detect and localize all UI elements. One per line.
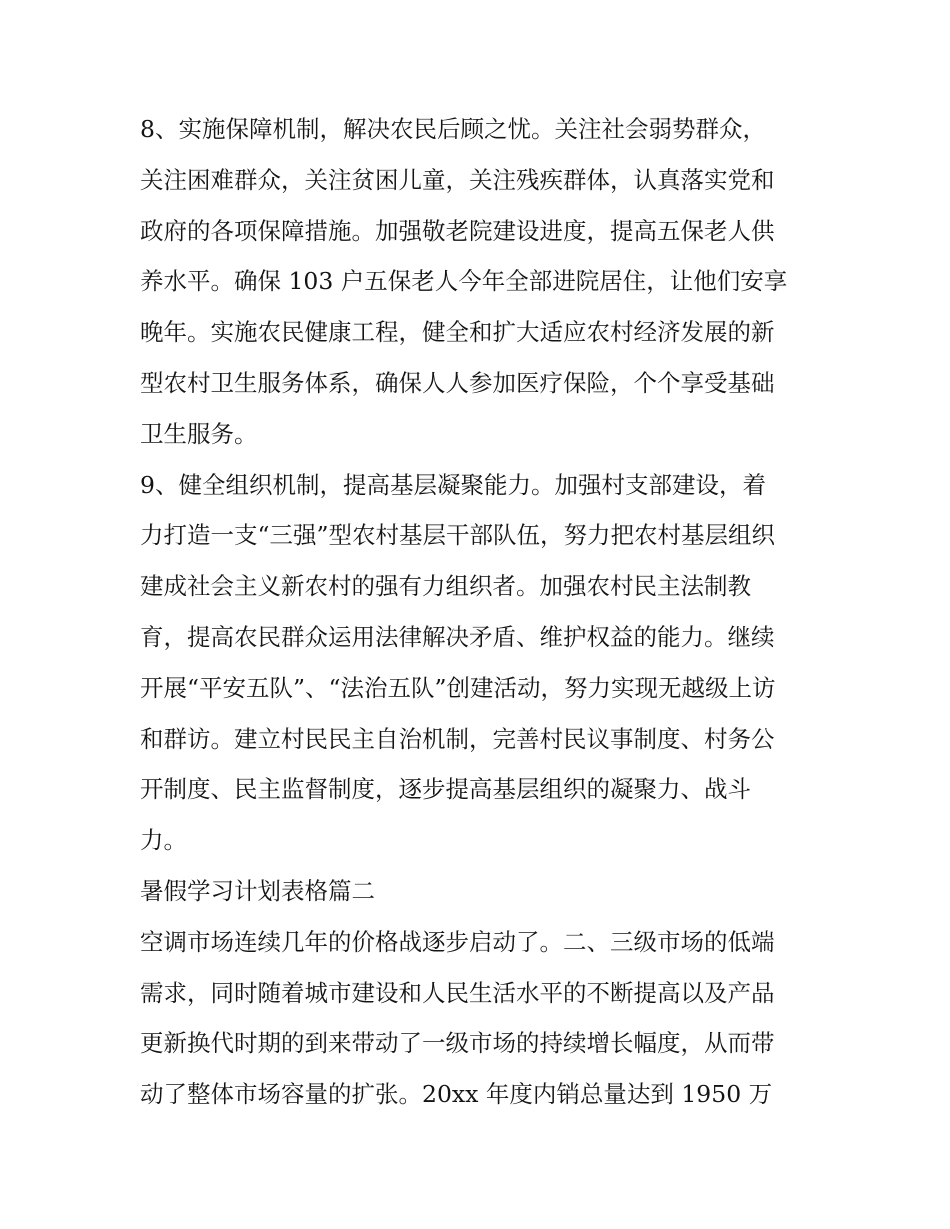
text-line: 开制度、民主监督制度，逐步提高基层组织的凝聚力、战斗 — [140, 775, 751, 804]
text-line: 建成社会主义新农村的强有力组织者。加强农村民主法制教 — [140, 572, 751, 601]
paragraph-organization-mechanism — [140, 460, 820, 866]
text-line: 和群访。建立村民民主自治机制，完善村民议事制度、村务公 — [140, 724, 775, 753]
text-line: 开展“平安五队”、“法治五队”创建活动，努力实现无越级上访 — [140, 673, 776, 702]
text-line: 政府的各项保障措施。加强敬老院建设进度，提高五保老人供 — [140, 216, 775, 245]
text-line: 育，提高农民群众运用法律解决矛盾、维护权益的能力。继续 — [140, 622, 775, 651]
text-line: 空调市场连续几年的价格战逐步启动了。二、三级市场的低端 — [140, 927, 775, 956]
text-line: 卫生服务。 — [140, 419, 258, 448]
text-line: 更新换代时期的到来带动了一级市场的持续增长幅度，从而带 — [140, 1029, 775, 1058]
section-heading-text: 暑假学习计划表格篇二 — [140, 876, 375, 905]
paragraph-air-conditioner-market — [140, 917, 820, 1120]
text-line: 8、实施保障机制，解决农民后顾之忧。关注社会弱势群众， — [140, 115, 766, 143]
text-line: 动了整体市场容量的扩张。20xx 年度内销总量达到 1950 万 — [140, 1080, 773, 1109]
text-line: 晚年。实施农民健康工程，健全和扩大适应农村经济发展的新 — [140, 318, 775, 347]
paragraph-support-mechanism — [140, 104, 820, 460]
text-line: 关注困难群众，关注贫困儿童，关注残疾群体，认真落实党和 — [140, 165, 775, 194]
section-heading — [140, 866, 820, 917]
text-line: 需求，同时随着城市建设和人民生活水平的不断提高以及产品 — [140, 978, 775, 1007]
text-line: 养水平。确保 103 户五保老人今年全部进院居住，让他们安享 — [140, 267, 788, 296]
text-line: 型农村卫生服务体系，确保人人参加医疗保险，个个享受基础 — [140, 368, 775, 397]
text-line: 力打造一支“三强”型农村基层干部队伍，努力把农村基层组织 — [140, 521, 776, 550]
text-line: 9、健全组织机制，提高基层凝聚能力。加强村支部建设，着 — [140, 470, 766, 499]
text-line: 力。 — [140, 826, 187, 855]
document-body — [140, 104, 820, 1120]
